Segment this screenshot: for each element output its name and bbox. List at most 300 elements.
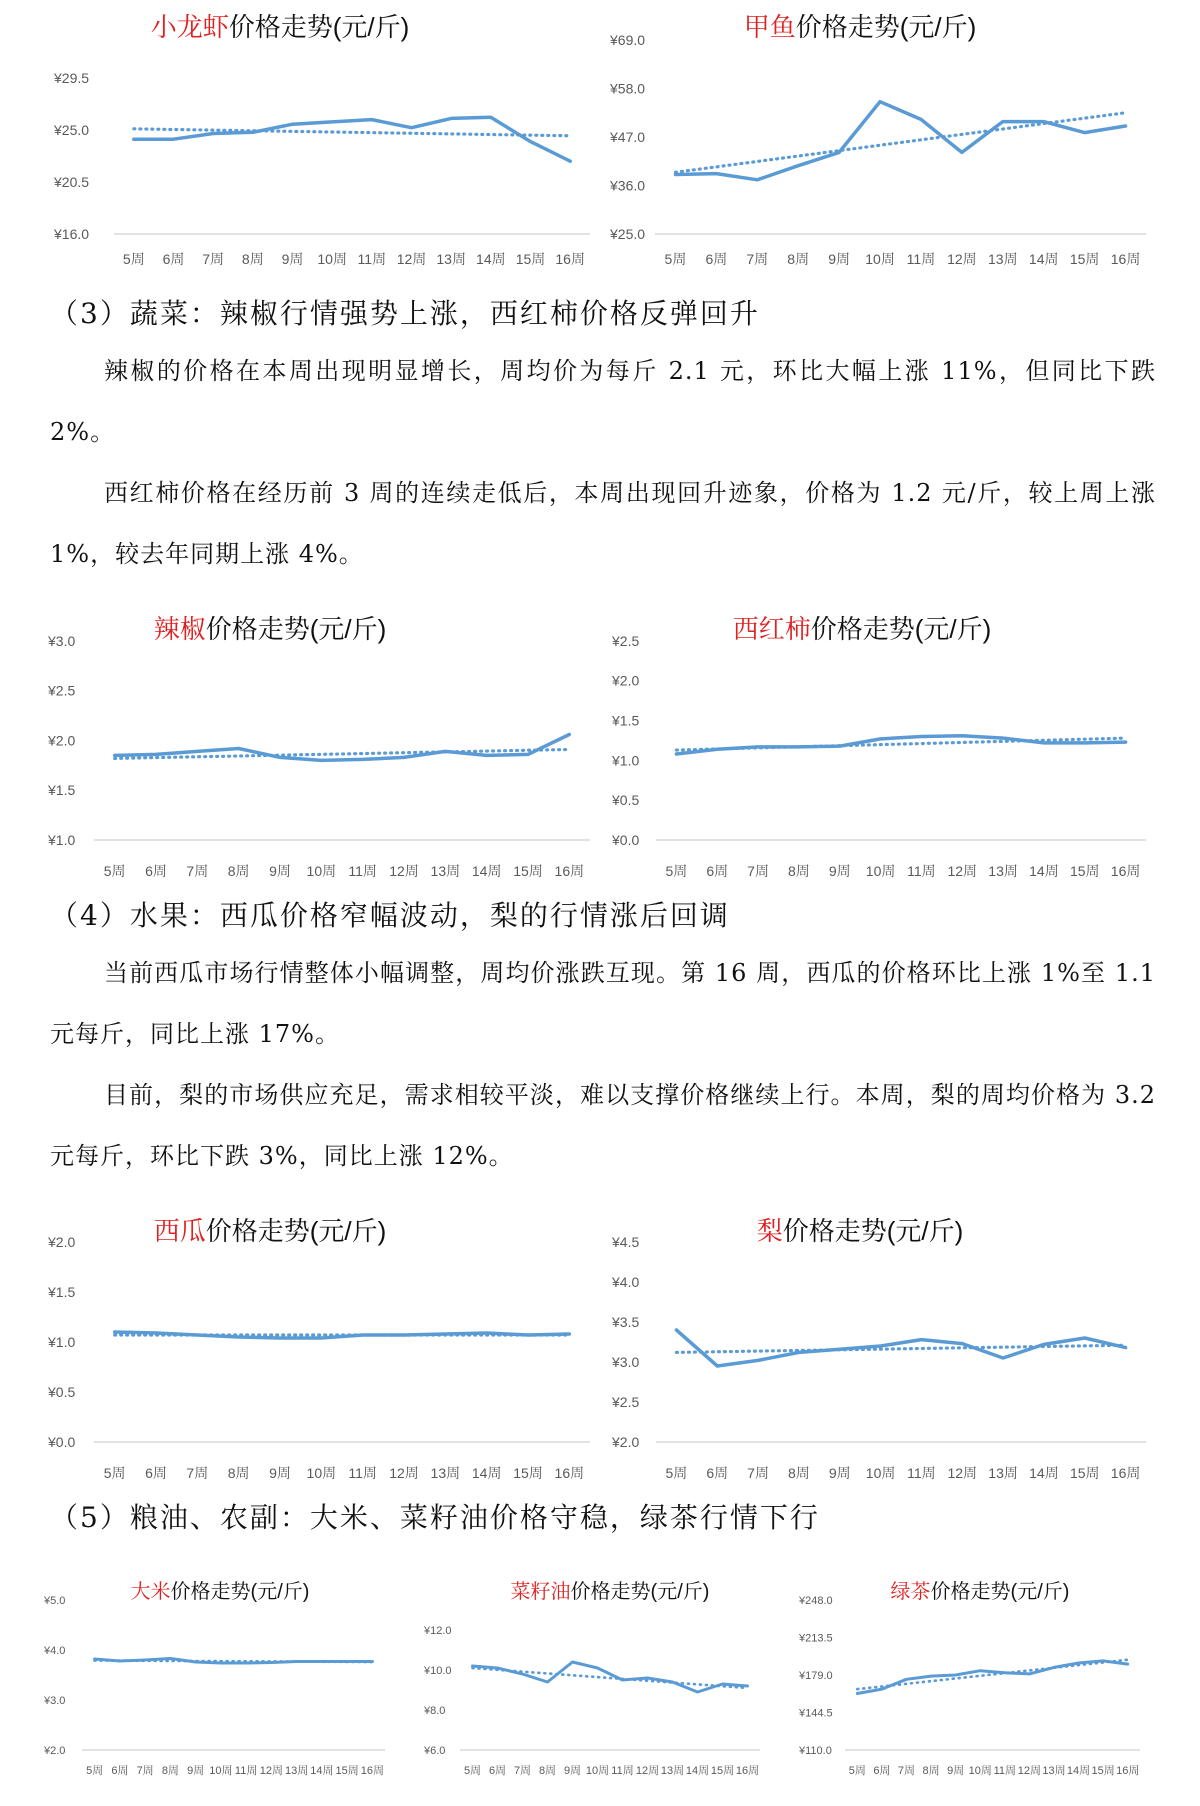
data-point — [756, 745, 760, 749]
crayfish-chart-title — [151, 12, 410, 42]
data-point — [330, 120, 334, 124]
data-point — [714, 172, 718, 176]
data-point — [674, 752, 678, 756]
y-tick-label: ¥2.5 — [612, 632, 640, 649]
data-point — [118, 1659, 122, 1663]
data-point — [715, 1364, 719, 1368]
data-point — [855, 1691, 859, 1695]
x-tick-label: 6周 — [111, 1765, 129, 1777]
chart-title-highlight: 绿茶 — [890, 1581, 931, 1603]
data-point — [671, 1680, 675, 1684]
y-tick-label: ¥4.5 — [612, 1233, 640, 1250]
x-tick-label: 12周 — [947, 251, 977, 267]
data-point — [954, 1673, 958, 1677]
data-point — [919, 1338, 923, 1342]
y-tick-label: ¥4.0 — [612, 1273, 640, 1290]
data-point — [755, 178, 759, 182]
series-line — [134, 117, 570, 161]
pear-chart-title — [757, 1216, 964, 1246]
x-tick-label: 9周 — [828, 863, 851, 879]
x-tick-label: 9周 — [828, 251, 851, 267]
y-tick-label: ¥4.0 — [44, 1644, 66, 1657]
x-tick-label: 11周 — [234, 1765, 258, 1777]
data-point — [345, 1660, 349, 1664]
y-tick-label: ¥3.0 — [48, 632, 76, 649]
data-point — [113, 1330, 117, 1334]
section-5-heading: （5）粮油、农副：大米、菜籽油价格守稳，绿茶行情下行 — [50, 1501, 820, 1534]
x-tick-label: 9周 — [269, 1465, 291, 1481]
x-tick-label: 6周 — [488, 1765, 507, 1777]
data-point — [1003, 1671, 1007, 1675]
data-point — [797, 1350, 801, 1354]
y-tick-label: ¥12.0 — [424, 1624, 452, 1637]
data-point — [567, 733, 571, 737]
data-point — [1124, 124, 1128, 128]
x-tick-label: 5周 — [665, 1465, 688, 1481]
x-tick-label: 14周 — [1066, 1765, 1091, 1777]
data-point — [1042, 120, 1046, 124]
series-line — [676, 1330, 1125, 1366]
x-tick-label: 9周 — [947, 1765, 965, 1777]
y-tick-label: ¥36.0 — [610, 177, 646, 194]
data-point — [194, 1660, 198, 1664]
x-tick-label: 7周 — [186, 863, 209, 879]
chart-tomato — [600, 600, 1141, 880]
tomato-chart-title — [733, 614, 992, 644]
data-point — [1042, 741, 1046, 745]
x-tick-label: 10周 — [968, 1765, 992, 1777]
data-point — [878, 100, 882, 104]
greentea-svg — [795, 1570, 1160, 1780]
x-tick-label: 15周 — [515, 251, 546, 267]
x-tick-label: 12周 — [635, 1765, 660, 1777]
data-point — [1124, 740, 1128, 744]
x-tick-label: 8周 — [227, 1465, 250, 1481]
x-tick-label: 13周 — [285, 1765, 309, 1777]
chart-title-highlight: 西红柿 — [732, 614, 811, 644]
data-point — [796, 164, 800, 168]
y-tick-label: ¥1.5 — [48, 1283, 76, 1300]
y-tick-label: ¥2.0 — [44, 1744, 66, 1757]
x-tick-label: 8周 — [161, 1765, 179, 1777]
y-tick-label: ¥16.0 — [54, 225, 90, 242]
y-tick-label: ¥1.0 — [48, 831, 76, 848]
x-tick-label: 10周 — [317, 251, 347, 267]
y-tick-label: ¥47.0 — [610, 128, 646, 145]
x-tick-label: 8周 — [788, 863, 810, 879]
data-point — [449, 116, 453, 120]
x-tick-label: 10周 — [585, 1765, 610, 1777]
data-point — [370, 1660, 374, 1664]
data-point — [485, 753, 489, 757]
trendline — [857, 1660, 1127, 1689]
x-tick-label: 8周 — [227, 863, 250, 879]
data-point — [756, 1358, 760, 1362]
y-tick-label: ¥1.5 — [612, 712, 640, 729]
x-tick-label: 11周 — [907, 863, 936, 879]
series-line — [115, 1332, 570, 1338]
chart-title-rest: 价格走势(元/斤) — [795, 12, 977, 42]
chart-pepper — [40, 600, 585, 880]
x-tick-label: 5周 — [665, 863, 688, 879]
x-tick-label: 14周 — [471, 863, 502, 879]
x-tick-label: 15周 — [1069, 863, 1100, 879]
data-point — [521, 1672, 525, 1676]
data-point — [960, 1342, 964, 1346]
pear-svg — [600, 1202, 1141, 1482]
chart-title-rest: 价格走势(元/斤) — [570, 1581, 710, 1603]
chart-turtle — [600, 0, 1141, 270]
data-point — [496, 1666, 500, 1670]
x-tick-label: 15周 — [513, 863, 543, 879]
y-tick-label: ¥2.0 — [612, 1433, 640, 1450]
data-point — [621, 1678, 625, 1682]
x-tick-label: 11周 — [906, 251, 936, 267]
data-point — [880, 1687, 884, 1691]
x-tick-label: 16周 — [555, 251, 585, 267]
x-tick-label: 8周 — [241, 251, 264, 267]
y-tick-label: ¥1.5 — [48, 782, 76, 799]
data-point — [674, 1328, 678, 1332]
data-point — [443, 749, 447, 753]
data-point — [154, 752, 158, 756]
trendline — [675, 113, 1125, 173]
x-tick-label: 10周 — [865, 251, 895, 267]
chart-watermelon — [40, 1202, 585, 1482]
chart-greentea — [795, 1570, 1160, 1780]
data-point — [526, 752, 530, 756]
x-tick-label: 11周 — [348, 1465, 377, 1481]
x-tick-label: 13周 — [988, 863, 1018, 879]
chart-rapeseed — [420, 1570, 780, 1780]
data-point — [596, 1666, 600, 1670]
x-tick-label: 14周 — [471, 1465, 502, 1481]
data-point — [1001, 120, 1005, 124]
data-point — [715, 747, 719, 751]
data-point — [1101, 1659, 1105, 1663]
data-point — [172, 137, 176, 141]
x-tick-label: 15周 — [1069, 1465, 1100, 1481]
series-line — [676, 736, 1125, 754]
x-tick-label: 6周 — [145, 863, 167, 879]
x-tick-label: 10周 — [209, 1765, 233, 1777]
x-tick-label: 6周 — [705, 251, 728, 267]
data-point — [838, 1347, 842, 1351]
x-tick-label: 6周 — [145, 1465, 167, 1481]
data-point — [568, 159, 572, 163]
data-point — [567, 1332, 571, 1336]
turtle-chart-title — [744, 12, 977, 42]
x-tick-label: 7周 — [513, 1765, 532, 1777]
chart-title-highlight: 小龙虾 — [150, 12, 229, 42]
y-tick-label: ¥2.0 — [612, 672, 640, 689]
data-point — [1083, 1336, 1087, 1340]
x-tick-label: 6周 — [706, 1465, 729, 1481]
x-tick-label: 7周 — [897, 1765, 916, 1777]
pepper-chart-title — [154, 614, 387, 644]
data-point — [960, 150, 964, 154]
y-tick-label: ¥1.0 — [48, 1333, 76, 1350]
watermelon-chart-title — [154, 1216, 387, 1246]
x-tick-label: 13周 — [430, 863, 461, 879]
data-point — [195, 749, 199, 753]
data-point — [978, 1669, 982, 1673]
chart-title-rest: 价格走势(元/斤) — [205, 614, 387, 644]
x-tick-label: 16周 — [735, 1765, 760, 1777]
chart-title-highlight: 梨 — [756, 1216, 783, 1246]
data-point — [960, 734, 964, 738]
x-tick-label: 16周 — [1110, 1465, 1141, 1481]
x-tick-label: 11周 — [907, 1465, 936, 1481]
tomato-svg — [600, 600, 1141, 880]
x-tick-label: 13周 — [436, 251, 466, 267]
x-tick-label: 5周 — [463, 1765, 482, 1777]
x-tick-label: 6周 — [706, 863, 729, 879]
rice-chart-title — [131, 1580, 310, 1603]
chart-title-rest: 价格走势(元/斤) — [810, 614, 992, 644]
data-point — [168, 1657, 172, 1661]
x-tick-label: 9周 — [187, 1765, 205, 1777]
rapeseed-svg — [420, 1570, 780, 1780]
y-tick-label: ¥29.5 — [54, 69, 90, 86]
x-tick-label: 7周 — [747, 1465, 769, 1481]
data-point — [195, 1333, 199, 1337]
chart-rice — [40, 1570, 410, 1780]
data-point — [154, 1331, 158, 1335]
chart-title-highlight: 大米 — [130, 1581, 171, 1603]
x-tick-label: 7周 — [746, 251, 769, 267]
data-point — [251, 130, 255, 134]
x-tick-label: 12周 — [947, 863, 978, 879]
y-tick-label: ¥69.0 — [610, 31, 646, 48]
data-point — [837, 150, 841, 154]
data-point — [1042, 1342, 1046, 1346]
y-tick-label: ¥0.5 — [612, 792, 640, 809]
x-tick-label: 8周 — [922, 1765, 940, 1777]
x-tick-label: 13周 — [988, 1465, 1018, 1481]
data-point — [919, 735, 923, 739]
data-point — [295, 1660, 299, 1664]
x-tick-label: 16周 — [1116, 1765, 1140, 1777]
x-tick-label: 5周 — [122, 251, 145, 267]
data-point — [696, 1690, 700, 1694]
data-point — [113, 753, 117, 757]
x-tick-label: 7周 — [136, 1765, 154, 1777]
data-point — [1077, 1661, 1081, 1665]
y-tick-label: ¥8.0 — [424, 1704, 446, 1717]
x-tick-label: 14周 — [310, 1765, 334, 1777]
chart-title-highlight: 菜籽油 — [510, 1581, 571, 1603]
x-tick-label: 8周 — [787, 251, 810, 267]
trendline — [676, 1345, 1125, 1352]
data-point — [402, 1333, 406, 1337]
section-4-paragraph-2: 目前，梨的市场供应充足，需求相较平淡，难以支撑价格继续上行。本周，梨的周均价格为 3.2 元每斤，环比下跌 3%，同比上涨 12%。 — [50, 1081, 1156, 1170]
y-tick-label: ¥6.0 — [424, 1744, 446, 1757]
data-point — [1083, 131, 1087, 135]
section-4-paragraph-1: 当前西瓜市场行情整体小幅调整，周均价涨跌互现。第 16 周，西瓜的价格环比上涨 1%至 1.1 元每斤，同比上涨 17%。 — [50, 959, 1156, 1048]
data-point — [1001, 1356, 1005, 1360]
x-tick-label: 14周 — [1029, 863, 1059, 879]
rapeseed-chart-title — [511, 1580, 710, 1603]
x-tick-label: 15周 — [513, 1465, 543, 1481]
x-tick-label: 12周 — [396, 251, 427, 267]
x-tick-label: 10周 — [865, 863, 896, 879]
y-tick-label: ¥213.5 — [799, 1632, 833, 1645]
y-tick-label: ¥5.0 — [44, 1594, 66, 1607]
data-point — [361, 757, 365, 761]
y-tick-label: ¥179.0 — [799, 1669, 833, 1682]
x-tick-label: 16周 — [1110, 251, 1141, 267]
x-tick-label: 13周 — [988, 251, 1018, 267]
data-point — [529, 140, 533, 144]
x-tick-label: 10周 — [306, 1465, 337, 1481]
x-tick-label: 11周 — [357, 251, 387, 267]
x-tick-label: 13周 — [430, 1465, 461, 1481]
y-tick-label: ¥0.5 — [48, 1383, 76, 1400]
x-tick-label: 15周 — [335, 1765, 359, 1777]
chart-title-rest: 价格走势(元/斤) — [205, 1216, 387, 1246]
x-tick-label: 14周 — [685, 1765, 710, 1777]
x-tick-label: 11周 — [348, 863, 377, 879]
turtle-svg — [600, 0, 1141, 270]
x-tick-label: 16周 — [554, 863, 585, 879]
x-tick-label: 15周 — [1091, 1765, 1115, 1777]
x-tick-label: 12周 — [389, 863, 419, 879]
data-point — [132, 137, 136, 141]
data-point — [546, 1680, 550, 1684]
data-point — [319, 1336, 323, 1340]
data-point — [1124, 1346, 1128, 1350]
section-3-paragraph-2: 西红柿价格在经历前 3 周的连续走低后，本周出现回升迹象，价格为 1.2 元/斤，较上周上涨 1%，较去年同期上涨 4%。 — [50, 479, 1156, 568]
chart-title-highlight: 甲鱼 — [743, 12, 796, 42]
x-tick-label: 11周 — [611, 1765, 634, 1777]
x-tick-label: 7周 — [747, 863, 769, 879]
data-point — [361, 1333, 365, 1337]
data-point — [211, 131, 215, 135]
x-tick-label: 5周 — [86, 1765, 104, 1777]
x-tick-label: 7周 — [186, 1465, 209, 1481]
data-point — [244, 1661, 248, 1665]
section-4-heading: （4）水果：西瓜价格窄幅波动，梨的行情涨后回调 — [50, 899, 730, 932]
x-tick-label: 9周 — [281, 251, 304, 267]
section-3-paragraph-1: 辣椒的价格在本周出现明显增长，周均价为每斤 2.1 元，环比大幅上涨 11%，但同比下跌 2%。 — [50, 357, 1156, 446]
data-point — [402, 755, 406, 759]
data-point — [291, 122, 295, 126]
rice-svg — [40, 1570, 410, 1780]
x-tick-label: 6周 — [873, 1765, 891, 1777]
data-point — [278, 1336, 282, 1340]
x-tick-label: 5周 — [664, 251, 687, 267]
x-tick-label: 9周 — [269, 863, 291, 879]
y-tick-label: ¥3.0 — [44, 1694, 66, 1707]
y-tick-label: ¥2.0 — [48, 732, 76, 749]
y-tick-label: ¥58.0 — [610, 80, 646, 97]
y-tick-label: ¥10.0 — [424, 1664, 452, 1677]
pepper-svg — [40, 600, 585, 880]
x-tick-label: 11周 — [993, 1765, 1017, 1777]
chart-title-rest: 价格走势(元/斤) — [228, 12, 410, 42]
data-point — [93, 1657, 97, 1661]
data-point — [797, 745, 801, 749]
x-tick-label: 14周 — [1029, 1465, 1059, 1481]
x-tick-label: 16周 — [1110, 863, 1141, 879]
data-point — [646, 1676, 650, 1680]
y-tick-label: ¥20.5 — [54, 173, 90, 190]
data-point — [1052, 1665, 1056, 1669]
y-tick-label: ¥248.0 — [799, 1594, 833, 1607]
data-point — [838, 744, 842, 748]
x-tick-label: 6周 — [162, 251, 185, 267]
section-3-heading: （3）蔬菜：辣椒行情强势上涨，西红柿价格反弹回升 — [50, 297, 760, 330]
x-tick-label: 12周 — [1017, 1765, 1041, 1777]
data-point — [1001, 736, 1005, 740]
y-tick-label: ¥25.0 — [54, 121, 90, 138]
data-point — [237, 746, 241, 750]
chart-pear — [600, 1202, 1141, 1482]
data-point — [1126, 1662, 1130, 1666]
data-point — [370, 118, 374, 122]
x-tick-label: 5周 — [848, 1765, 866, 1777]
data-point — [1027, 1672, 1031, 1676]
data-point — [879, 737, 883, 741]
data-point — [1083, 741, 1087, 745]
y-tick-label: ¥110.0 — [799, 1744, 832, 1757]
y-tick-label: ¥2.5 — [612, 1393, 640, 1410]
x-tick-label: 13周 — [1042, 1765, 1066, 1777]
x-tick-label: 10周 — [865, 1465, 896, 1481]
y-tick-label: ¥2.5 — [48, 682, 76, 699]
chart-title-rest: 价格走势(元/斤) — [930, 1581, 1070, 1603]
x-tick-label: 9周 — [563, 1765, 582, 1777]
x-tick-label: 12周 — [259, 1765, 283, 1777]
data-point — [410, 126, 414, 130]
y-tick-label: ¥3.0 — [612, 1353, 640, 1370]
data-point — [526, 1333, 530, 1337]
x-tick-label: 12周 — [947, 1465, 978, 1481]
data-point — [929, 1674, 933, 1678]
y-tick-label: ¥2.0 — [48, 1233, 76, 1250]
chart-title-rest: 价格走势(元/斤) — [170, 1581, 310, 1603]
x-tick-label: 14周 — [1028, 251, 1059, 267]
x-tick-label: 8周 — [538, 1765, 557, 1777]
x-tick-label: 5周 — [103, 863, 126, 879]
y-tick-label: ¥0.0 — [612, 831, 640, 848]
x-tick-label: 7周 — [202, 251, 225, 267]
data-point — [443, 1332, 447, 1336]
data-point — [673, 172, 677, 176]
chart-title-highlight: 辣椒 — [153, 614, 206, 644]
chart-title-rest: 价格走势(元/斤) — [782, 1216, 964, 1246]
data-point — [571, 1660, 575, 1664]
x-tick-label: 10周 — [306, 863, 337, 879]
data-point — [746, 1684, 750, 1688]
x-tick-label: 15周 — [1069, 251, 1100, 267]
x-tick-label: 16周 — [554, 1465, 585, 1481]
data-point — [904, 1677, 908, 1681]
x-tick-label: 5周 — [103, 1465, 126, 1481]
data-point — [278, 755, 282, 759]
chart-crayfish — [40, 0, 585, 270]
x-tick-label: 16周 — [360, 1765, 384, 1777]
watermelon-svg — [40, 1202, 585, 1482]
y-tick-label: ¥25.0 — [610, 225, 646, 242]
y-tick-label: ¥0.0 — [48, 1433, 76, 1450]
y-tick-label: ¥3.5 — [612, 1313, 640, 1330]
greentea-chart-title — [891, 1580, 1070, 1603]
data-point — [269, 1661, 273, 1665]
chart-title-highlight: 西瓜 — [153, 1216, 206, 1246]
data-point — [320, 1660, 324, 1664]
